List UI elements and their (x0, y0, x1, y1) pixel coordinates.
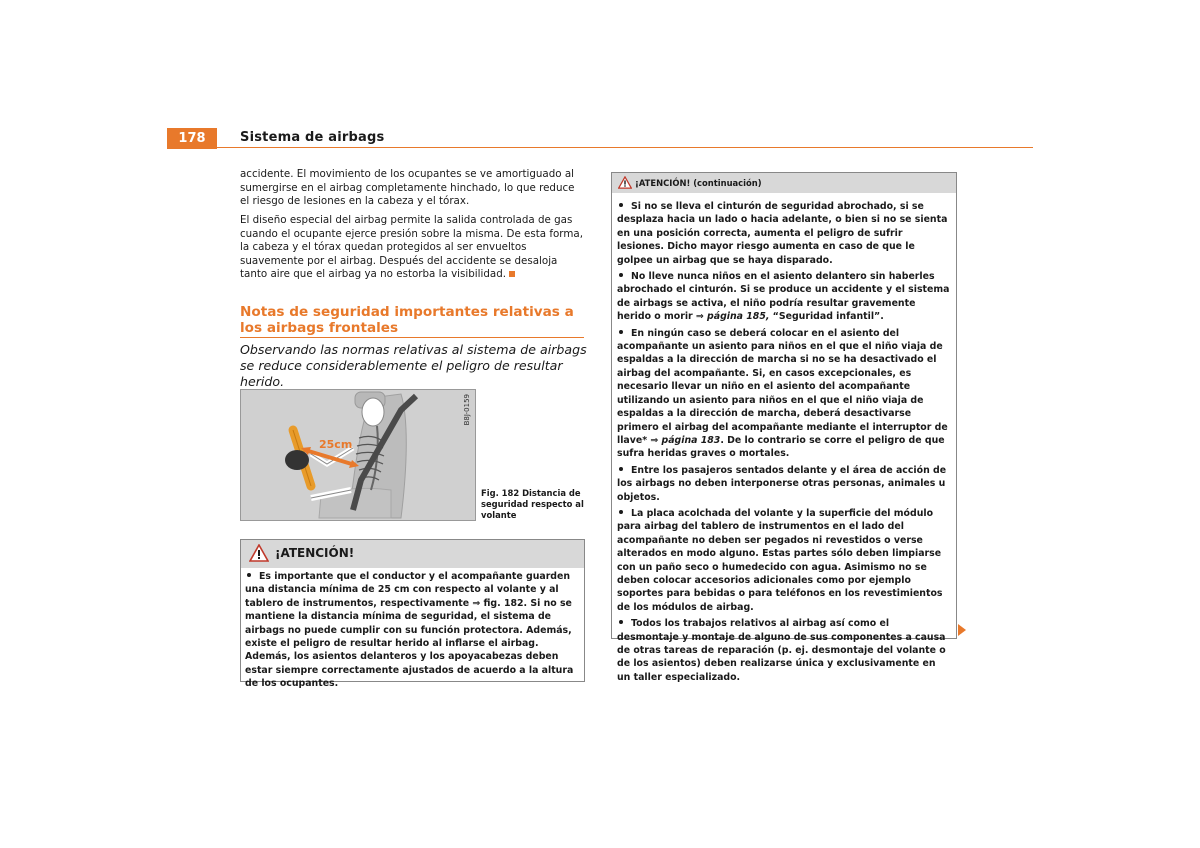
warning-triangle-icon (249, 544, 269, 562)
warning-item-text: Si no se lleva el cinturón de seguridad abrochado, si se desplaza hacia un lado o hacia adelante, o bien si no se sienta en una posición correcta, aumenta el peligro de sufrir lesiones. Dicho mayor riesgo aumenta en caso de que le golpee un airbag que se haya disparado. (617, 201, 948, 266)
warning-item (617, 270, 952, 324)
bullet-icon (619, 203, 623, 207)
distance-label: 25cm (319, 438, 353, 451)
warning-body (612, 193, 956, 684)
warning-item-text: Entre los pasajeros sentados delante y el área de acción de los airbags no deben interponerse otras personas, animales u objetos. (617, 464, 947, 503)
warning-item-text: En ningún caso se deberá colocar en el asiento del acompañante un asiento para niños en el que el niño viaja de espaldas a la dirección de marcha si no se ha desactivado el airbag del acompañante. Si, en casos excepcionales, es necesario llevar un niño en el asiento del acompañante utilizando un asiento para niños en el que el niño viaja de espaldas a la dirección de marcha, deberá desactivarse primero el airbag del acompañante mediante el interruptor de llave* ⇒ (617, 327, 948, 446)
page-reference: página 183 (661, 434, 721, 446)
warning-box (240, 539, 585, 690)
warning-header (241, 540, 584, 568)
warning-title: ¡ATENCIÓN! (275, 546, 355, 560)
warning-title: ¡ATENCIÓN! (continuación) (635, 178, 762, 188)
warning-item (617, 507, 952, 614)
figure-caption: Fig. 182 Distancia de seguridad respecto al volante (481, 488, 584, 520)
warning-item-text: Todos los trabajos relativos al airbag así como el desmontaje y montaje de alguno de sus componentes a causa de otras tareas de reparación (p. ej. desmontaje del volante o de los asientos) deben realizarse única y exclusivamente en un taller especializado. (617, 618, 946, 683)
page-number: 178 (167, 128, 217, 149)
warning-item-text: No lleve nunca niños en el asiento delantero sin haberles abrochado el cinturón. Si se produce un accidente y el sistema de airbags se activa, el niño podría resultar gravemente herido o morir ⇒ (617, 271, 950, 323)
bullet-icon (619, 273, 623, 277)
warning-header (612, 173, 956, 193)
continue-arrow-icon (958, 624, 966, 636)
intro-paragraph-1: accidente. El movimiento de los ocupantes se ve amortiguado al sumergirse en el airbag completamente hinchado, lo que reduce el riesgo de lesiones en la cabeza y el tórax. (240, 168, 575, 208)
section-heading: Notas de seguridad importantes relativas a los airbags frontales (240, 304, 574, 336)
page-reference: página 185, (707, 311, 770, 323)
warning-item (617, 327, 952, 461)
bullet-icon (619, 467, 623, 471)
intro-paragraph-2-text: El diseño especial del airbag permite la salida controlada de gas cuando el ocupante ejerce presión sobre la misma. De esta forma, la cabeza y el tórax quedan protegidos al ser envueltos suavemente por el airbag. Después del accidente se desaloja tanto aire que el airbag ya no estorba la visibilidad. (240, 214, 583, 281)
warning-item-text: “Seguridad infantil”. (769, 311, 884, 323)
warning-body (241, 568, 584, 691)
figure-code: B8J-0159 (463, 394, 471, 426)
warning-box-continued (611, 172, 957, 683)
warning-item-text: La placa acolchada del volante y la superficie del módulo para airbag del tablero de instrumentos en el lado del acompañante no deben ser pegados ni revestidos o verse alterados en modo alguno. Estas partes sólo deben limpiarse con un paño seco o humedecido con agua. Asimismo no se deben colocar accesorios adicionales como por ejemplo soportes para bebidas o para teléfonos en los revestimientos de los módulos de airbag. (617, 507, 943, 613)
bullet-icon (619, 330, 623, 334)
bullet-icon (619, 510, 623, 514)
section-lead-text: Observando las normas relativas al sistema de airbags se reduce considerablemente el peligro de resultar herido. (240, 342, 587, 389)
section-divider (240, 337, 584, 338)
end-marker-icon (509, 271, 515, 277)
bullet-icon (619, 620, 623, 624)
warning-item (617, 464, 952, 504)
warning-item-text: . De lo contrario se corre el peligro de que sufra heridas graves o mortales. (617, 434, 945, 460)
figure-illustration (241, 390, 475, 520)
warning-item: Es importante que el conductor y el acompañante guarden una distancia mínima de 25 cm con respecto al volante y al tablero de instrumentos, respectivamente ⇒ fig. 182. Si no se mantiene la distancia mínima de seguridad, el sistema de airbags no puede cumplir con su función protectora. Además, existe el peligro de resultar herido al inflarse el airbag. Además, los asientos delanteros y los apoyacabezas deben estar siempre correctamente ajustados de acuerdo a la altura de los ocupantes. (245, 571, 574, 690)
warning-item (617, 200, 952, 267)
intro-paragraph-2 (240, 214, 585, 282)
header-divider (217, 147, 1033, 148)
page-header-title: Sistema de airbags (240, 130, 385, 145)
bullet-icon (247, 573, 251, 577)
warning-triangle-icon (618, 176, 632, 189)
figure-seat-distance (240, 389, 476, 521)
warning-item (617, 617, 952, 684)
